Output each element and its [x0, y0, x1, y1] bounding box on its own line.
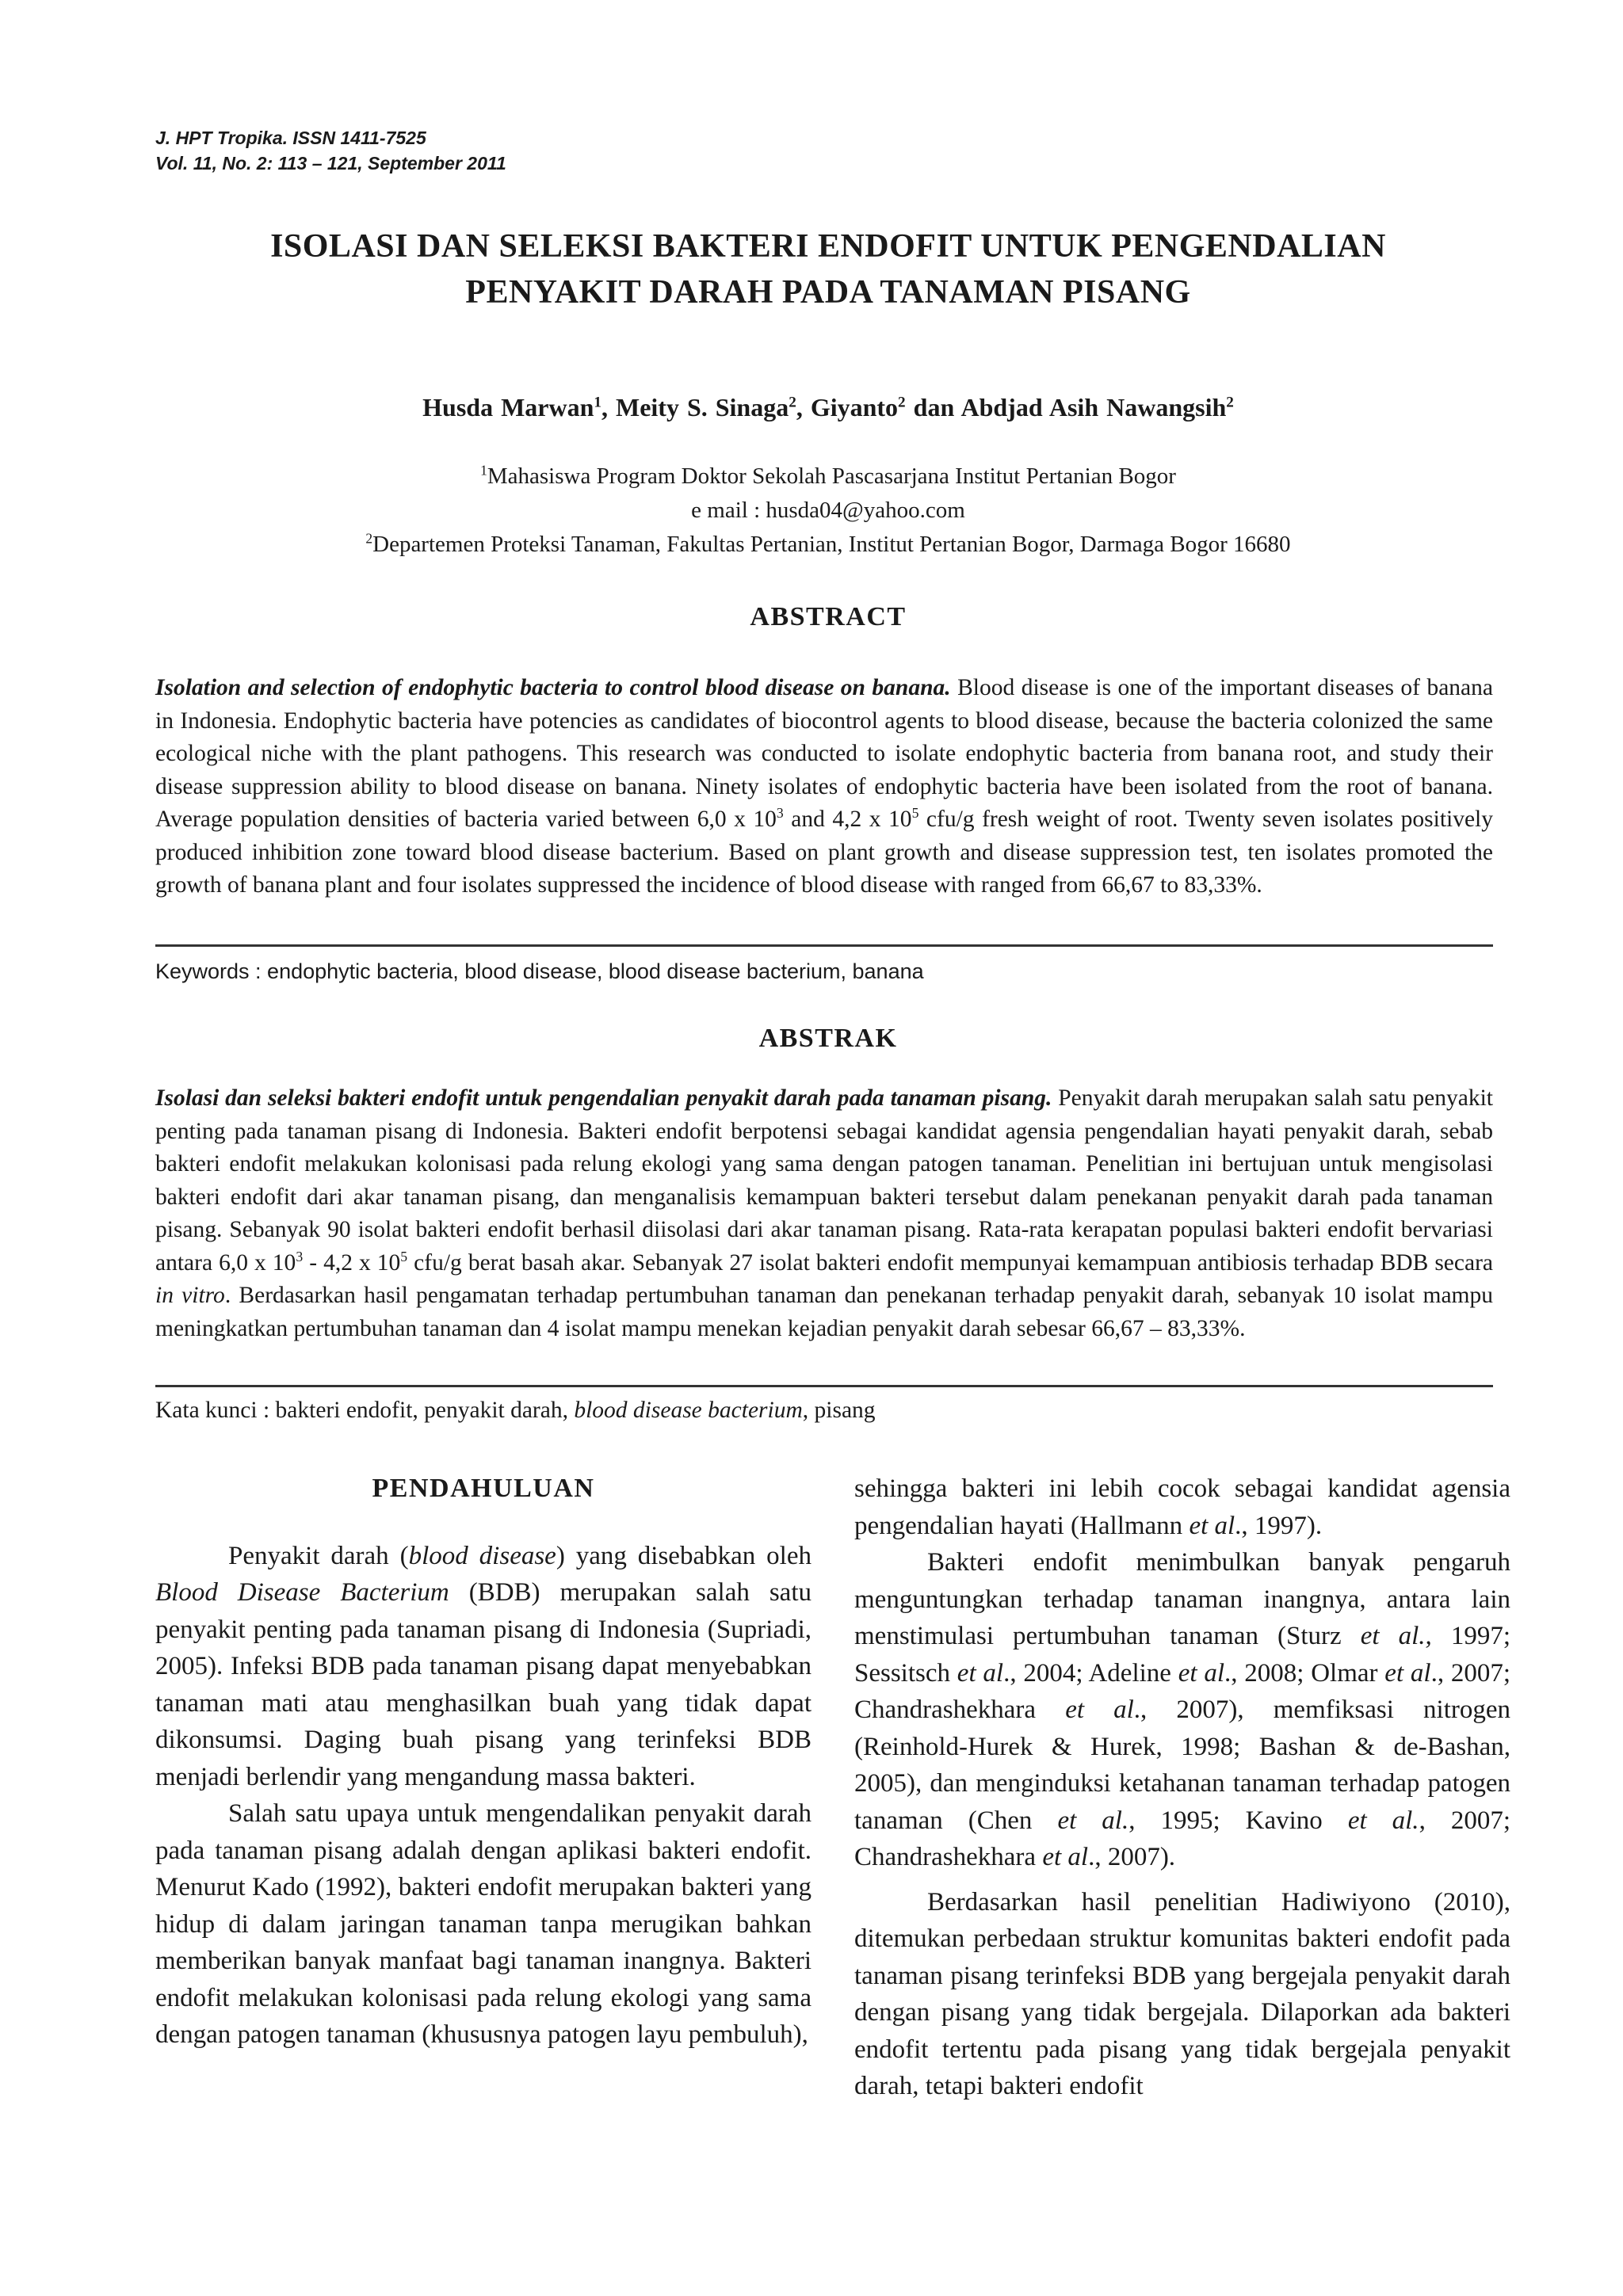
- author-name: Husda Marwan: [422, 393, 594, 421]
- paper-title: [119, 223, 1537, 315]
- abstract-text: Isolation and selection of endophytic bacteria to control blood disease on banana. Blood disease is one of the important diseases of banana in Indonesia. Endophytic bacteria have potencies as candidates of biocontrol agents to blood disease, because the bacteria colonized the same ecological niche with the plant pathogens. This research was conducted to isolate endophytic bacteria from banana root, and study their disease suppression ability to blood disease on banana. Ninety isolates of endophytic bacteria have been isolated from the root of banana. Average population densities of bacteria varied between 6,0 x $10^3$ and 4,2 x $10^5$ cfu/g fresh weight of root. Twenty seven isolates positively produced inhibition zone toward blood disease bacterium. Based on plant growth and disease suppression test, ten isolates promoted the growth of banana plant and four isolates suppressed the incidence of blood disease with ranged from 66,67 to 83,33%.: [155, 675, 1494, 898]
- title-line-2: PENYAKIT DARAH PADA TANAMAN PISANG: [465, 274, 1191, 311]
- section-heading-pendahuluan: PENDAHULUAN: [372, 1474, 595, 1503]
- text-run: ., 1997).: [1235, 1511, 1323, 1540]
- title-line-1: ISOLASI DAN SELEKSI BAKTERI ENDOFIT UNTUK PENGENDALIAN: [270, 228, 1386, 265]
- text-run: ., 2007; Chandrashekhara: [854, 1658, 1511, 1724]
- contact-email: e mail : husda04@yahoo.com: [691, 498, 965, 523]
- affiliation-2: $^2$Departemen Proteksi Tanaman, Fakultas Pertanian, Institut Pertanian Bogor, Darmaga Bogor 16680: [365, 530, 1291, 557]
- italic-run: et al: [1189, 1511, 1235, 1540]
- abstract-keywords: Keywords : endophytic bacteria, blood disease, blood disease bacterium, banana: [155, 959, 924, 983]
- italic-run: blood disease: [408, 1541, 556, 1570]
- abstrak-lead: Isolasi dan seleksi bakteri endofit untuk pengendalian penyakit darah pada tanaman pisang.: [155, 1085, 1052, 1111]
- journal-citation: [155, 125, 506, 176]
- italic-run: et al: [1384, 1658, 1431, 1688]
- text-run: Penyakit darah (: [228, 1541, 409, 1570]
- author-name: Abdjad Asih Nawangsih: [960, 393, 1227, 421]
- text-run: ., 2004; Adeline: [1003, 1658, 1178, 1688]
- journal-issn: J. HPT Tropika. ISSN 1411-7525: [155, 128, 426, 148]
- body-column-left: [155, 1470, 812, 2054]
- author-affil-mark: 2: [789, 394, 796, 411]
- italic-run: et al.,: [1360, 1622, 1432, 1650]
- italic-run: et al: [1178, 1658, 1224, 1688]
- italic-run: et al.: [1347, 1806, 1419, 1835]
- paragraph: [155, 1538, 812, 1796]
- abstrak-divider: [155, 1385, 1493, 1387]
- text-run: , 1995; Kavino: [1128, 1806, 1348, 1835]
- author-affil-mark: 1: [594, 394, 601, 411]
- text-run: Berdasarkan hasil penelitian Hadiwiyono (2010), ditemukan perbedaan struktur komunitas bakteri endofit pada tanaman pisang terinfeksi BDB yang bergejala penyakit darah dengan pisang yang tidak bergejala. Dilaporkan ada bakteri endofit tertentu pada pisang yang tidak bergejala penyakit darah, tetapi bakteri endofit: [854, 1887, 1510, 2100]
- affiliation-mark: 2: [365, 530, 373, 547]
- author-affil-mark: 2: [1226, 394, 1234, 411]
- author-affil-mark: 2: [898, 394, 906, 411]
- italic-run: et al: [1065, 1695, 1134, 1724]
- affiliations: [119, 460, 1537, 562]
- text-run: ) yang disebabkan oleh: [556, 1541, 812, 1570]
- paragraph: [854, 1884, 1510, 2105]
- paragraph: [854, 1470, 1510, 1544]
- text-run: sehingga bakteri ini lebih cocok sebagai kandidat agensia pengendalian hayati (Hallmann: [854, 1474, 1510, 1540]
- text-run: (BDB) merupakan salah satu penyakit penting pada tanaman pisang di Indonesia (Supriadi, 2005). Infeksi BDB pada tanaman pisang dapat menyebabkan tanaman mati atau menghasilkan buah yang tidak dapat dikonsumsi. Daging buah pisang yang terinfeksi BDB menjadi berlendir yang mengandung massa bakteri.: [155, 1578, 812, 1791]
- author-separator: ,: [601, 393, 616, 421]
- abstrak-text: Isolasi dan seleksi bakteri endofit untuk pengendalian penyakit darah pada tanaman pisang. Penyakit darah merupakan salah satu penyakit penting pada tanaman pisang di Indonesia. Bakteri endofit berpotensi sebagai kandidat agensia pengendalian hayati penyakit darah, sebab bakteri endofit melakukan kolonisasi pada relung ekologi yang sama dengan patogen tanaman. Penelitian ini bertujuan untuk mengisolasi bakteri endofit dari akar tanaman pisang, dan menganalisis kemampuan bakteri tersebut dalam penekanan penyakit darah pada tanaman pisang. Sebanyak 90 isolat bakteri endofit berhasil diisolasi dari akar tanaman pisang. Rata-rata kerapatan populasi bakteri endofit bervariasi antara 6,0 x $10^3 - 4,2$ x $10^5$ cfu/g berat basah akar. Sebanyak 27 isolat bakteri endofit mempunyai kemampuan antibiosis terhadap BDB secara in vitro. Berdasarkan hasil pengamatan terhadap pertumbuhan tanaman dan penekanan terhadap penyakit darah, sebanyak 10 isolat mampu meningkatkan pertumbuhan tanaman dan 4 isolat mampu menekan kejadian penyakit darah sebesar 66,67 – 83,33%.: [155, 1085, 1493, 1341]
- italic-run: et al: [957, 1658, 1004, 1688]
- author-list: [119, 391, 1537, 423]
- text-run: ., 2007), memfiksasi nitrogen (Reinhold-Hurek & Hurek, 1998; Bashan & de-Bashan, 2005), dan menginduksi ketahanan tanaman terhadap patogen tanaman (Chen: [854, 1695, 1510, 1835]
- affiliation-1: $^1$Mahasiswa Program Doktor Sekolah Pascasarjana Institut Pertanian Bogor: [480, 462, 1176, 489]
- text-run: ., 2007).: [1088, 1843, 1176, 1871]
- text-run: Salah satu upaya untuk mengendalikan penyakit darah pada tanaman pisang adalah dengan aplikasi bakteri endofit. Menurut Kado (1992), bakteri endofit merupakan bakteri yang hidup di dalam jaringan tanaman tanpa merugikan bahkan memberikan banyak manfaat bagi tanaman inangnya. Bakteri endofit melakukan kolonisasi pada relung ekologi yang sama dengan patogen tanaman (khususnya patogen layu pembuluh),: [155, 1799, 812, 2049]
- paragraph: [854, 1544, 1510, 1876]
- journal-volume: Vol. 11, No. 2: 113 – 121, September 2011: [155, 153, 506, 174]
- paragraph: [155, 1795, 812, 2054]
- abstract-lead: Isolation and selection of endophytic bacteria to control blood disease on banana.: [155, 675, 951, 700]
- italic-run: et al.: [1057, 1806, 1129, 1835]
- abstrak-keywords: Kata kunci : bakteri endofit, penyakit darah, blood disease bacterium, pisang: [155, 1398, 876, 1423]
- text-run: , 2007; Chandrashekhara: [854, 1806, 1510, 1871]
- author-separator: ,: [796, 393, 811, 421]
- italic-run: Blood Disease Bacterium: [155, 1578, 449, 1607]
- author-name: Meity S. Sinaga: [615, 393, 789, 421]
- abstract-heading: ABSTRACT: [750, 602, 907, 631]
- text-run: 1997; Sessitsch: [854, 1622, 1510, 1688]
- abstract-divider: [155, 944, 1493, 947]
- author-separator: dan: [905, 393, 961, 421]
- body-column-right: [854, 1470, 1510, 2105]
- affiliation-mark: 1: [480, 462, 487, 479]
- italic-run: et al: [1042, 1843, 1089, 1871]
- text-run: Bakteri endofit menimbulkan banyak pengaruh menguntungkan terhadap tanaman inangnya, antara lain menstimulasi pertumbuhan tanaman (Sturz: [854, 1548, 1510, 1650]
- author-name: Giyanto: [810, 393, 899, 421]
- abstrak-heading: ABSTRAK: [758, 1024, 898, 1053]
- text-run: ., 2008; Olmar: [1224, 1658, 1385, 1688]
